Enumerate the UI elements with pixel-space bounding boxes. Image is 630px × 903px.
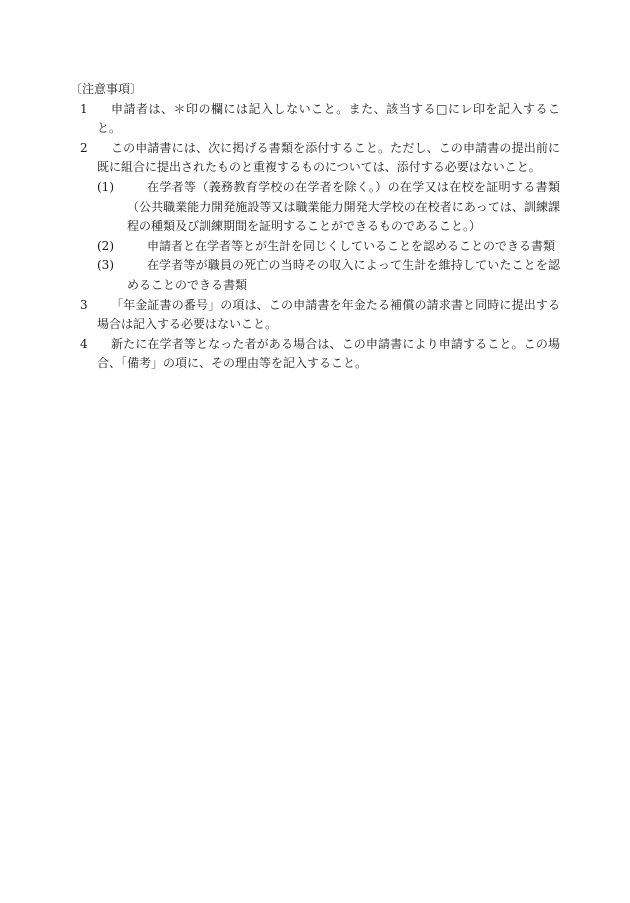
note-item-3	[80, 296, 560, 335]
note-text: この申請書には、次に掲げる書類を添付すること。ただし、この申請書の提出前に既に組合に提出されたものと重複するものについては、添付する必要はないこと。	[97, 140, 560, 175]
subitem-number: (2)	[97, 238, 114, 253]
subitem-number: (3)	[97, 258, 114, 273]
subitem-number: (1)	[97, 179, 114, 194]
note-number: 1	[80, 101, 88, 116]
note-item-2	[80, 139, 560, 296]
note-text: 申請者は、＊印の欄には記入しないこと。また、該当する□にレ印を記入すること。	[97, 101, 560, 136]
subitem-text: 在学者等が職員の死亡の当時その収入によって生計を維持していたことを認めることのできる書類	[127, 258, 560, 292]
note-number: 3	[80, 297, 88, 312]
notes-section	[70, 80, 560, 374]
note-item-4	[80, 335, 560, 374]
note-subitem-3	[97, 256, 560, 295]
notes-title: 〔注意事項〕	[70, 82, 143, 96]
subitem-text: 申請者と在学者等とが生計を同じくしていることを認めることのできる書類	[147, 238, 556, 253]
note-subitem-2	[97, 237, 560, 257]
note-number: 2	[80, 140, 88, 155]
note-text: 新たに在学者等となった者がある場合は、この申請書により申請すること。この場合、「備考」の項に、その理由等を記入すること。	[97, 336, 560, 371]
note-number: 4	[80, 336, 88, 351]
subitem-text: 在学者等（義務教育学校の在学者を除く。）の在学又は在校を証明する書類（公共職業能力開発施設等又は職業能力開発大学校の在校者にあっては、訓練課程の種類及び訓練期間を証明することができるものであること。）	[127, 179, 560, 234]
note-item-1	[80, 100, 560, 139]
note-text: 「年金証書の番号」の項は、この申請書を年金たる補償の請求書と同時に提出する場合は記入する必要はないこと。	[97, 297, 560, 332]
note-subitem-1	[97, 178, 560, 237]
